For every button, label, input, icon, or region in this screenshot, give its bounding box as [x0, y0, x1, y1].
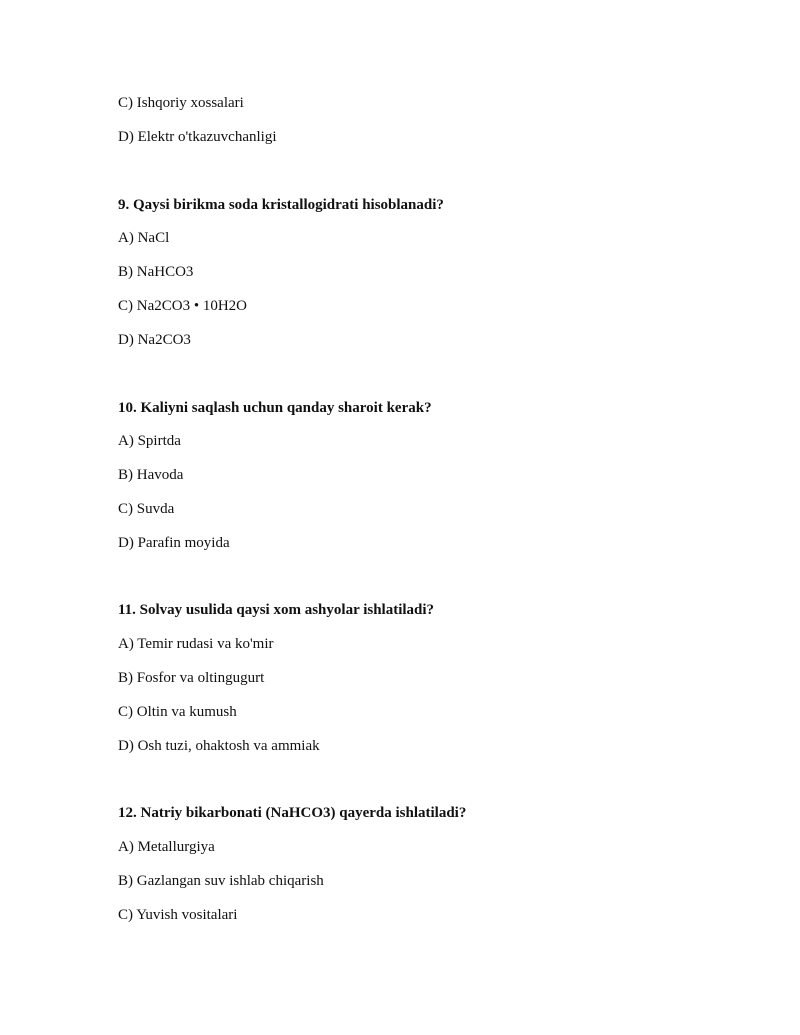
question-10: 10. Kaliyni saqlash uchun qanday sharoit kerak? [118, 400, 432, 416]
question-9: 9. Qaysi birikma soda kristallogidrati hisoblanadi? [118, 197, 444, 213]
option-9-a: A) NaCl [118, 230, 170, 246]
option-9-c: C) Na2CO3 • 10H2O [118, 298, 247, 314]
option-10-c: C) Suvda [118, 501, 175, 517]
question-11: 11. Solvay usulida qaysi xom ashyolar ishlatiladi? [118, 602, 435, 618]
option-11-d: D) Osh tuzi, ohaktosh va ammiak [118, 738, 320, 754]
option-8-d: D) Elektr o'tkazuvchanligi [118, 129, 277, 145]
option-12-c: C) Yuvish vositalari [118, 907, 238, 923]
option-10-b: B) Havoda [118, 467, 184, 483]
option-12-b: B) Gazlangan suv ishlab chiqarish [118, 873, 324, 889]
option-11-b: B) Fosfor va oltingugurt [118, 670, 265, 686]
option-9-b: B) NaHCO3 [118, 264, 194, 280]
option-11-a: A) Temir rudasi va ko'mir [118, 636, 274, 652]
option-10-a: A) Spirtda [118, 433, 181, 449]
option-12-a: A) Metallurgiya [118, 839, 215, 855]
option-9-d: D) Na2CO3 [118, 332, 191, 348]
option-10-d: D) Parafin moyida [118, 535, 230, 551]
question-12: 12. Natriy bikarbonati (NaHCO3) qayerda ishlatiladi? [118, 805, 467, 821]
option-11-c: C) Oltin va kumush [118, 704, 237, 720]
option-8-c: C) Ishqoriy xossalari [118, 95, 244, 111]
